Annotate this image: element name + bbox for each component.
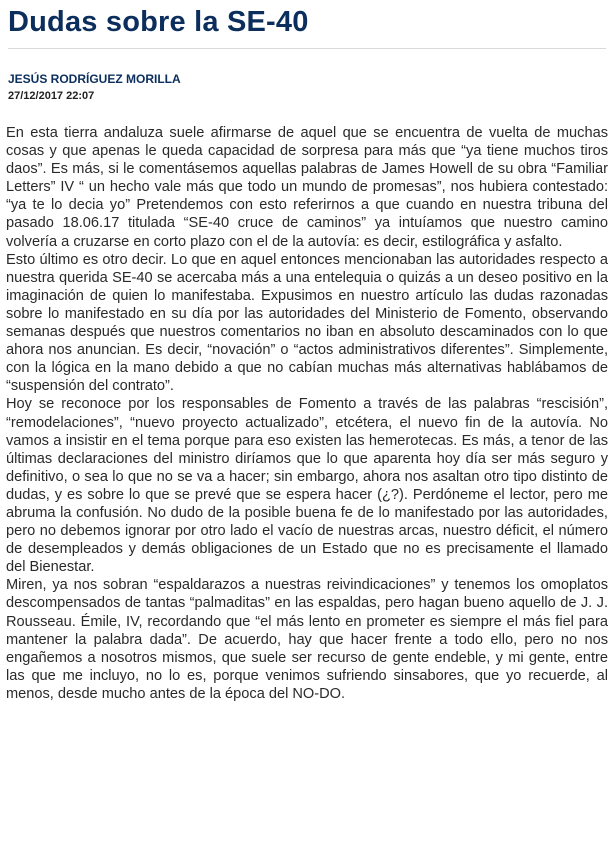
article-date: 27/12/2017 22:07 <box>8 90 95 102</box>
article-paragraph: En esta tierra andaluza suele afirmarse de aquel que se encuentra de vuelta de muchas cosas y que apenas le queda capacidad de sorpresa para más que “ya tiene muchos tiros daos”. Es más, si le comentásemos aquellas palabras de James Howell de su obra “Familiar Letters” IV “ un hecho vale más que todo un mundo de promesas”, nos hubiera contestado: “ya te lo decia yo” Pretendemos con esto referirnos a que cuando en nuestra tribuna del pasado 18.06.17 titulada “SE-40 cruce de caminos” ya intuíamos que nuestro camino volvería a cruzarse en corto plazo con el de la autovía: es decir, estilográfica y asfalto. <box>6 125 608 250</box>
article-paragraph: Esto último es otro decir. Lo que en aquel entonces mencionaban las autoridades respecto a nuestra querida SE-40 se acercaba más a una entelequia o quizás a un deseo positivo en la imaginación de quien lo manifestaba. Expusimos en nuestro artículo las dudas razonadas sobre lo manifestado en su día por las autoridades del Ministerio de Fomento, observando semanas después que nuestros comentarios no iban en absoluto descaminados con lo que ahora nos anuncian. Es decir, “novación” o “actos administrativos diferentes”. Simplemente, con la lógica en la mano debido a que no cabían muchas más alternativas hablábamos de “suspensión del contrato”. <box>6 251 608 395</box>
article-body <box>6 124 608 703</box>
article-paragraph: Hoy se reconoce por los responsables de Fomento a través de las palabras “rescisión”, “remodelaciones”, “nuevo proyecto actualizado”, etcétera, el nuevo fin de la autovía. No vamos a insistir en el tema porque para eso existen las hemerotecas. Es más, a tenor de las últimas declaraciones del ministro diríamos que lo que aparenta hoy día ser más seguro y definitivo, o sea lo que no se va a hacer; sin embargo, ahora nos asaltan otro tipo distinto de dudas, y es sobre lo que se prevé que se espera hacer (¿?). Perdóneme el lector, pero me abruma la confusión. No dudo de la posible buena fe de lo manifestado por las autoridades, pero no debemos ignorar por otro lado el vacío de nuestras arcas, nuestro déficit, el número de desempleados y demás obligaciones de un Estado que no es precisamente el llamado del Bienestar. <box>6 396 608 576</box>
article-author[interactable]: JESÚS RODRÍGUEZ MORILLA <box>8 72 181 86</box>
article-paragraph: Miren, ya nos sobran “espaldarazos a nuestras reivindicaciones” y tenemos los omoplatos descompensados de tantas “palmaditas” en las espaldas, pero hagan bueno aquello de J. J. Rousseau. Émile, IV, recordando que “el más lento en prometer es siempre el más fiel para mantener la palabra dada”. De acuerdo, hay que hacer frente a todo ello, pero no nos engañemos a nosotros mismos, que suele ser recurso de gente endeble, y mi gente, entre las que me incluyo, no lo es, porque venimos sufriendo sinsabores, que yo recuerde, al menos, desde mucho antes de la época del NO-DO. <box>6 577 608 702</box>
title-divider <box>8 48 606 49</box>
article-title: Dudas sobre la SE-40 <box>8 6 309 38</box>
